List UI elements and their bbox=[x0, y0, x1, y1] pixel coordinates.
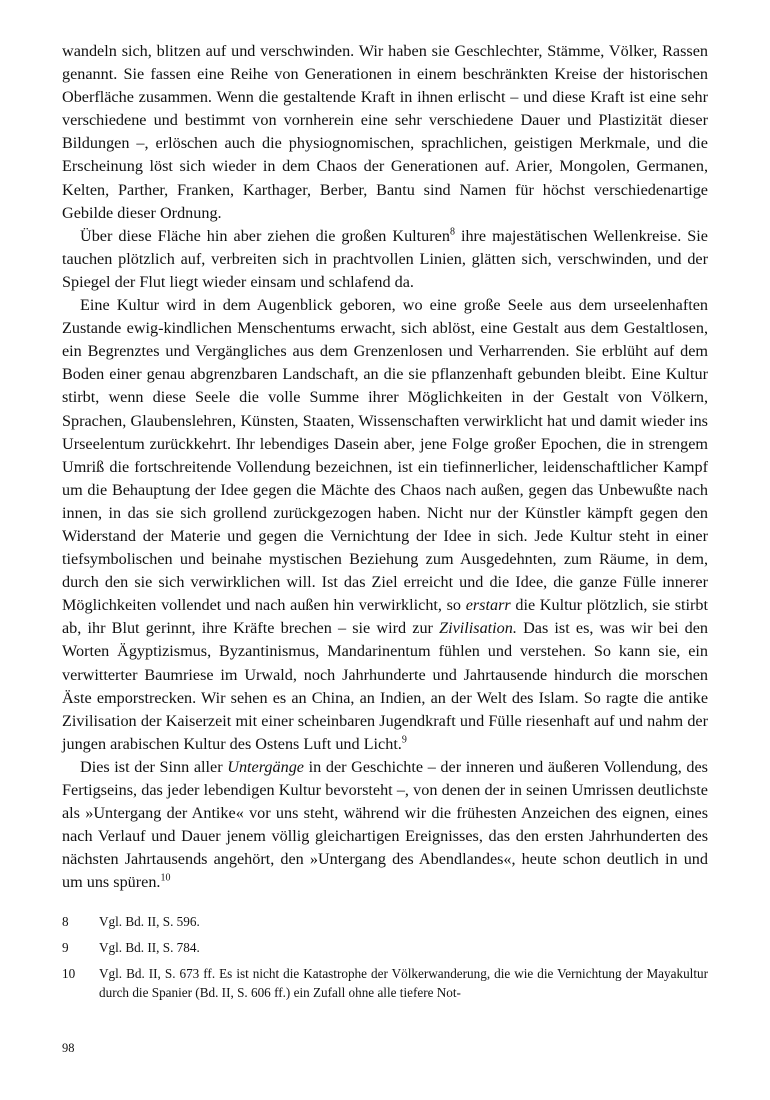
footnote bbox=[62, 964, 708, 1002]
body-text bbox=[62, 40, 708, 894]
page-number: 98 bbox=[62, 1041, 75, 1055]
footnote-number: 10 bbox=[62, 966, 76, 981]
emphasized-text: Untergänge bbox=[227, 757, 304, 776]
paragraph-text: ihre majestätischen Wellenkreise. Sie tauchen plötzlich auf, verbreiten sich in prachtvollen Linien, glätten sich, verschwinden, und der Spiegel der Flut liegt wieder einsam und schlafend da. bbox=[62, 226, 708, 291]
paragraph-text: in der Geschichte – der inneren und äußeren Vollendung, des Fertigseins, das jeder lebendigen Kultur bevorsteht –, von denen der in seinen Umrissen deutlichste als »Untergang der Antike« vor uns steht, während wir die frühesten Anzeichen des eignen, eines nach Verlauf und Dauer jenem völlig gleichartigen Ereignisses, das den ersten Jahrhunderten des nächsten Jahrtausends angehört, den »Untergang des Abendlandes«, heute schon deutlich in und um uns spüren. bbox=[62, 757, 708, 892]
footnote-reference: 10 bbox=[160, 872, 171, 884]
paragraph bbox=[62, 756, 708, 895]
paragraph bbox=[62, 40, 708, 225]
footnotes bbox=[62, 912, 708, 1009]
emphasized-text: Zivilisation. bbox=[439, 619, 517, 638]
footnote bbox=[62, 912, 708, 931]
paragraph-text: wandeln sich, blitzen auf und verschwinden. Wir haben sie Geschlechter, Stämme, Völker, Rassen genannt. Sie fassen eine Reihe von Generationen in einem beschränkten Kreise der historischen Oberfläche zusammen. Wenn die gestaltende Kraft in ihnen erlischt – und diese Kraft ist eine sehr verschiedene und bestimmt von vornherein eine sehr verschiedene Dauer und Plastizität dieser Bildungen –, erlöschen auch die physiognomischen, sprachlichen, geistigen Merkmale, und die Erscheinung löst sich wieder in dem Chaos der Generationen auf. Arier, Mongolen, Germanen, Kelten, Parther, Franken, Karthager, Berber, Bantu sind Namen für höchst verschiedenartige Gebilde dieser Ordnung. bbox=[62, 42, 708, 222]
footnote-number: 9 bbox=[62, 940, 69, 955]
paragraph-text: Dies ist der Sinn aller bbox=[80, 757, 228, 776]
paragraph-text: Über diese Fläche hin aber ziehen die großen Kulturen bbox=[80, 226, 450, 245]
footnote bbox=[62, 938, 708, 957]
footnote-text: Vgl. Bd. II, S. 784. bbox=[99, 940, 200, 955]
footnote-reference: 8 bbox=[449, 226, 455, 238]
footnote-number: 8 bbox=[62, 914, 69, 929]
footnote-text: Vgl. Bd. II, S. 596. bbox=[99, 914, 200, 929]
paragraph-text: Eine Kultur wird in dem Augenblick geboren, wo eine große Seele aus dem urseelenhaften Zustande ewig-kindlichen Menschentums erwacht, sich ablöst, eine Gestalt aus dem Gestaltlosen, ein Begrenztes und Vergängliches aus dem Grenzenlosen und Verharrenden. Sie erblüht auf dem Boden einer genau abgrenzbaren Landschaft, an die sie pflanzenhaft gebunden bleibt. Eine Kultur stirbt, wenn diese Seele die volle Summe ihrer Möglichkeiten in der Gestalt von Völkern, Sprachen, Glaubenslehren, Künsten, Staaten, Wissenschaften verwirklicht hat und damit wieder ins Urseelentum zurückkehrt. Ihr lebendiges Dasein aber, jene Folge großer Epochen, die in strengem Umriß die fortschreitende Vollendung bezeichnen, ist ein tiefinnerlicher, leidenschaftlicher Kampf um die Behauptung der Idee gegen die Mächte des Chaos nach außen, gegen das Unbewußte nach innen, in das sie sich grollend zurückgezogen haben. Nicht nur der Künstler kämpft gegen den Widerstand der Materie und gegen die Vernichtung der Idee in sich. Jede Kultur steht in einer tiefsymbolischen und beinahe mystischen Beziehung zum Ausgedehnten, zum Räume, in dem, durch den sie sich verwirklichen will. Ist das Ziel erreicht und die Idee, die ganze Fülle innerer Möglichkeiten vollendet und nach außen hin verwirklicht, so bbox=[62, 296, 708, 615]
footnote-reference: 9 bbox=[401, 734, 407, 746]
paragraph bbox=[62, 294, 708, 756]
paragraph-text: die Kultur plötzlich, sie stirbt ab, ihr Blut gerinnt, ihre Kräfte brechen – sie wird zur bbox=[62, 596, 709, 638]
paragraph-text: Das ist es, was wir bei den Worten Ägyptizismus, Byzantinismus, Mandarinentum fühlen und verstehen. So kann sie, ein verwitterter Baumriese im Urwald, noch Jahrhunderte und Jahrtausende hindurch die morschen Äste emporstrecken. Wir sehen es an China, an Indien, an der Welt des Islam. So ragte die antike Zivilisation der Kaiserzeit mit einer scheinbaren Jugendkraft und Fülle riesenhaft auf und nahm der jungen arabischen Kultur des Ostens Luft und Licht. bbox=[62, 619, 708, 753]
footnote-text: Vgl. Bd. II, S. 673 ff. Es ist nicht die Katastrophe der Völkerwanderung, die wie die Vernichtung der Mayakultur durch die Spanier (Bd. II, S. 606 ff.) ein Zufall ohne alle tiefere Not- bbox=[99, 966, 708, 1000]
paragraph bbox=[62, 225, 708, 294]
emphasized-text: erstarr bbox=[465, 596, 511, 615]
